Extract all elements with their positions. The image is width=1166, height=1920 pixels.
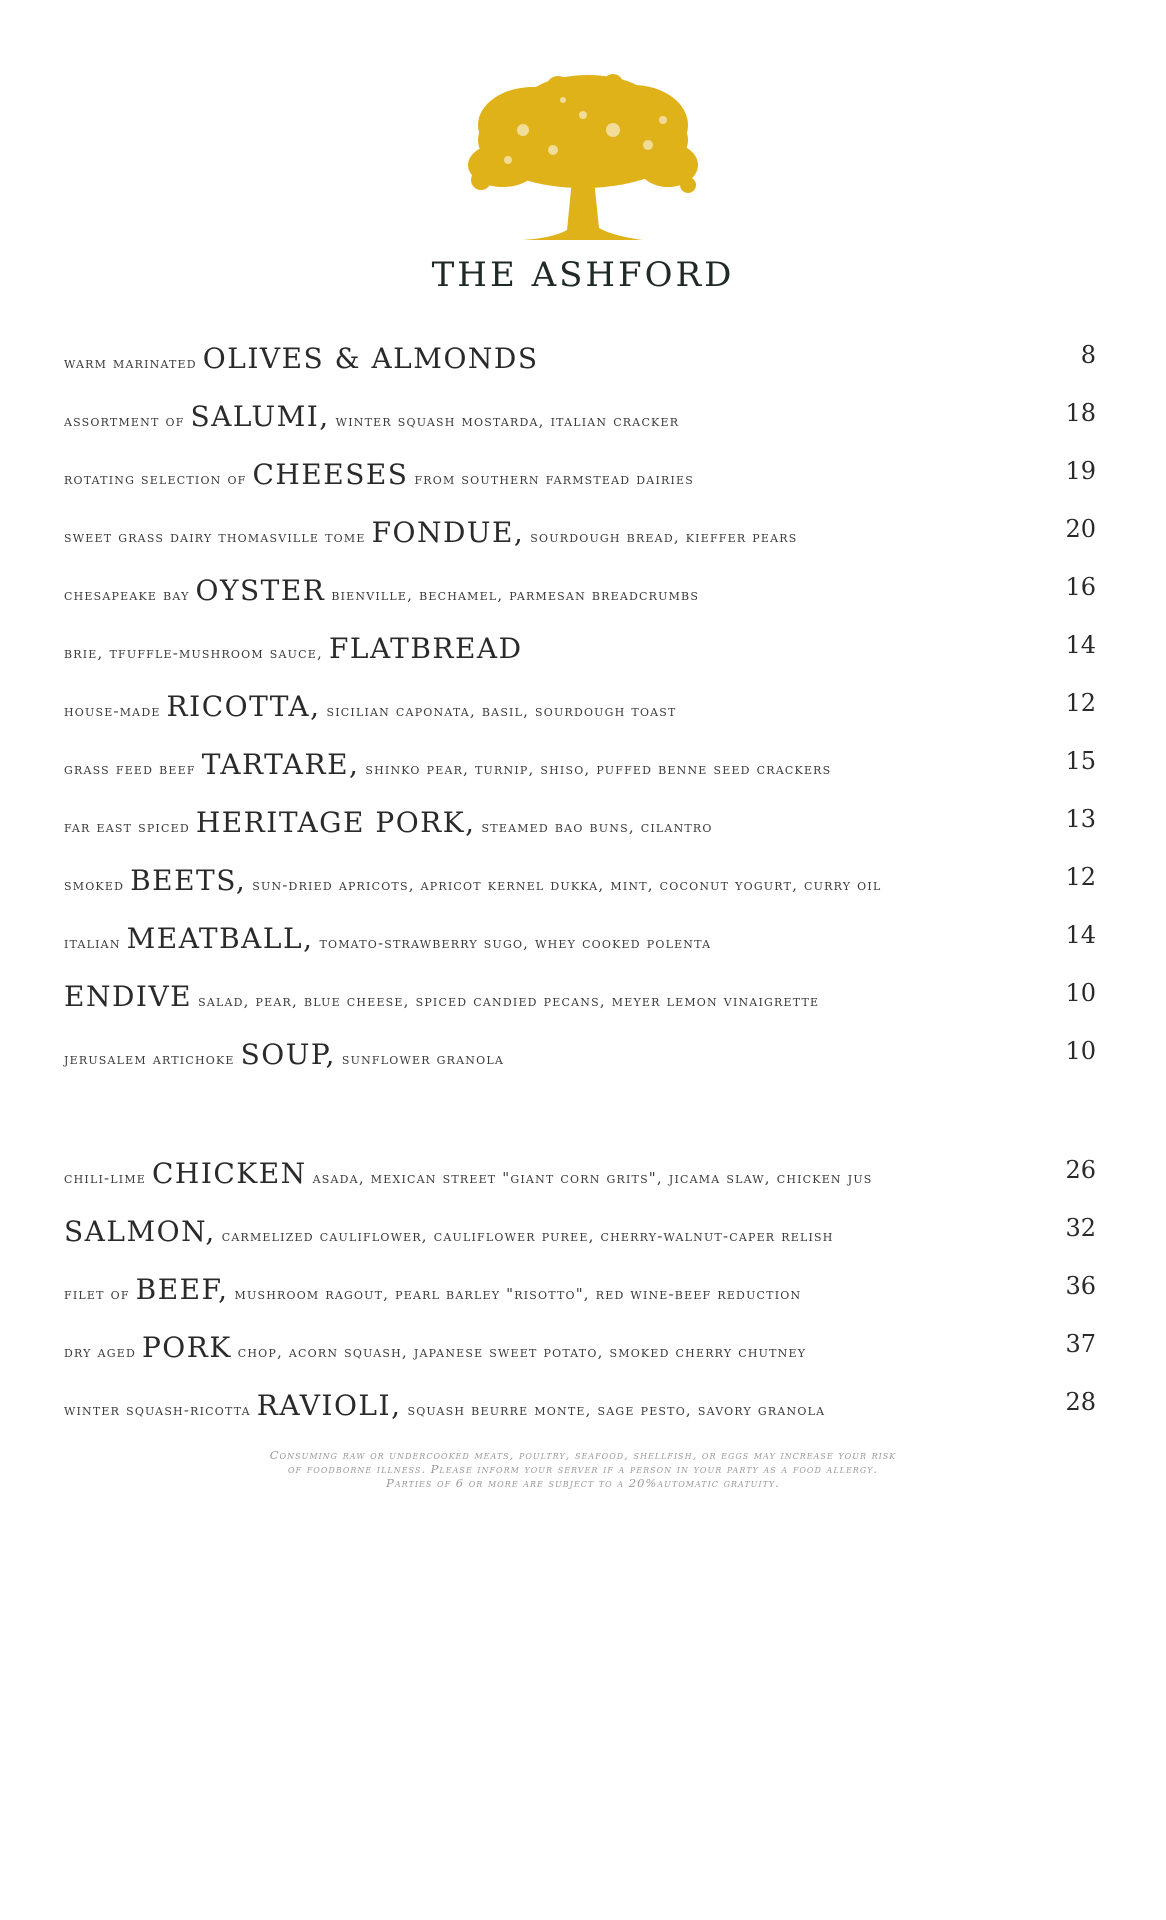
menu-item-prefix: jerusalem artichoke — [64, 1050, 241, 1068]
menu-item-description — [64, 690, 677, 723]
menu-item — [64, 1324, 1096, 1364]
menu-item — [64, 509, 1096, 549]
menu-item-prefix: warm marinated — [64, 354, 203, 372]
menu-item-name: HERITAGE PORK, — [195, 806, 476, 839]
menu-item-price: 15 — [1065, 747, 1096, 775]
menu-item-details: chop, acorn squash, japanese sweet potato, smoked cherry chutney — [231, 1343, 807, 1361]
menu-item-description — [64, 516, 798, 549]
menu-item-price: 36 — [1065, 1272, 1096, 1300]
menu-item-name: BEEF, — [135, 1273, 229, 1306]
menu-item-description — [64, 1038, 504, 1071]
menu-item — [64, 1150, 1096, 1190]
menu-item-prefix: chili-lime — [64, 1169, 152, 1187]
menu-item-prefix: dry aged — [64, 1343, 142, 1361]
menu-item-details: sun-dried apricots, apricot kernel dukka, mint, coconut yogurt, curry oil — [246, 876, 882, 894]
menu-item-prefix: assortment of — [64, 412, 191, 430]
menu-item-price: 28 — [1065, 1388, 1096, 1416]
menu-item-name: ENDIVE — [64, 980, 193, 1013]
menu-item-price: 10 — [1065, 979, 1096, 1007]
menu-item-price: 16 — [1065, 573, 1096, 601]
menu-item-name: FLATBREAD — [328, 632, 523, 665]
menu-item-prefix: grass feed beef — [64, 760, 202, 778]
menu-item-prefix: sweet grass dairy thomasville tome — [64, 528, 372, 546]
menu-item-price: 12 — [1065, 863, 1096, 891]
menu-item-description — [64, 806, 713, 839]
menu-item-description — [64, 1331, 806, 1364]
menu-item-name: RICOTTA, — [166, 690, 321, 723]
menu-item-description — [64, 922, 711, 955]
menu-item-details: squash beurre monte, sage pesto, savory granola — [401, 1401, 826, 1419]
menu-item-name: SALUMI, — [190, 400, 330, 433]
allergy-notice — [0, 1448, 1166, 1490]
menu-item-description — [64, 458, 694, 491]
menu-item-details: sunflower granola — [335, 1050, 504, 1068]
menu-item-price: 13 — [1065, 805, 1096, 833]
menu-item-name: MEATBALL, — [126, 922, 314, 955]
menu-item-prefix: house-made — [64, 702, 167, 720]
menu-item-price: 19 — [1065, 457, 1096, 485]
menu-item-price: 8 — [1080, 341, 1096, 369]
menu-item-description — [64, 574, 699, 607]
menu-item — [64, 451, 1096, 491]
menu-item-price: 12 — [1065, 689, 1096, 717]
menu-item-description — [64, 1157, 873, 1190]
tree-logo — [0, 70, 1166, 250]
menu-item-details: asada, mexican street "giant corn grits", jicama slaw, chicken jus — [306, 1169, 873, 1187]
menu-item-price: 14 — [1065, 921, 1096, 949]
menu-item-details: shinko pear, turnip, shiso, puffed benne seed crackers — [359, 760, 832, 778]
menu-item-price: 26 — [1065, 1156, 1096, 1184]
menu-item-name: SOUP, — [240, 1038, 336, 1071]
tree-icon — [463, 70, 703, 250]
menu-item-name: CHICKEN — [151, 1157, 307, 1190]
menu-item-name: SALMON, — [64, 1215, 216, 1248]
menu-item-name: OYSTER — [195, 574, 326, 607]
menu-item-details: bienville, bechamel, parmesan breadcrumbs — [325, 586, 700, 604]
menu-item-name: TARTARE, — [201, 748, 360, 781]
notice-line-1: Consuming raw or undercooked meats, poultry, seafood, shellfish, or eggs may increase your risk — [269, 1448, 897, 1462]
menu-item-price: 20 — [1065, 515, 1096, 543]
menu-item-prefix: rotating selection of — [64, 470, 253, 488]
menu-item-prefix: chesapeake bay — [64, 586, 196, 604]
menu-item-price: 10 — [1065, 1037, 1096, 1065]
menu-item — [64, 683, 1096, 723]
menu-item-prefix: winter squash-ricotta — [64, 1401, 257, 1419]
menu-item-price: 14 — [1065, 631, 1096, 659]
menu-item-description — [64, 1389, 825, 1422]
menu-item-description — [64, 342, 539, 375]
menu-item — [64, 393, 1096, 433]
menu-item-details: sourdough bread, kieffer pears — [524, 528, 798, 546]
menu-item-name: OLIVES & ALMONDS — [202, 342, 539, 375]
menu-item — [64, 1266, 1096, 1306]
menu-item-description — [64, 1215, 834, 1248]
menu-item-details: salad, pear, blue cheese, spiced candied pecans, meyer lemon vinaigrette — [192, 992, 820, 1010]
menu-item-details: from southern farmstead dairies — [408, 470, 694, 488]
menu-item-description — [64, 632, 523, 665]
menu-item-description — [64, 1273, 801, 1306]
menu-item-description — [64, 980, 819, 1013]
menu-item-name: CHEESES — [252, 458, 409, 491]
menu-item-prefix: far east spiced — [64, 818, 196, 836]
menu-item — [64, 335, 1096, 375]
menu-item-details: carmelized cauliflower, cauliflower puree, cherry-walnut-caper relish — [215, 1227, 834, 1245]
menu-item-description — [64, 400, 679, 433]
menu-item — [64, 1382, 1096, 1422]
menu-item — [64, 1208, 1096, 1248]
menu-item-prefix: filet of — [64, 1285, 136, 1303]
menu-item-name: RAVIOLI, — [256, 1389, 402, 1422]
menu-item — [64, 625, 1096, 665]
menu-item — [64, 973, 1096, 1013]
menu-item-name: PORK — [141, 1331, 232, 1364]
menu-item-price: 32 — [1065, 1214, 1096, 1242]
menu-item-price: 18 — [1065, 399, 1096, 427]
menu-item-price: 37 — [1065, 1330, 1096, 1358]
menu-item-details: tomato-strawberry sugo, whey cooked polenta — [313, 934, 712, 952]
menu-item — [64, 799, 1096, 839]
notice-line-2: of foodborne illness. Please inform your server if a person in your party as a food allergy. — [287, 1462, 879, 1476]
menu-item-name: FONDUE, — [371, 516, 525, 549]
menu-item-details: steamed bao buns, cilantro — [475, 818, 713, 836]
menu-item-description — [64, 864, 881, 897]
menu-item — [64, 1031, 1096, 1071]
menu-item — [64, 857, 1096, 897]
menu-item-description — [64, 748, 831, 781]
notice-line-3: Parties of 6 or more are subject to a 20%automatic gratuity. — [386, 1476, 780, 1490]
menu-item-name: BEETS, — [130, 864, 247, 897]
menu-item — [64, 915, 1096, 955]
menu-item-prefix: smoked — [64, 876, 131, 894]
menu-item — [64, 567, 1096, 607]
restaurant-name: THE ASHFORD — [431, 255, 735, 295]
menu-item-details: winter squash mostarda, italian cracker — [329, 412, 680, 430]
menu-item-details: mushroom ragout, pearl barley "risotto", red wine-beef reduction — [228, 1285, 802, 1303]
menu-item-prefix: brie, tfuffle-mushroom sauce, — [64, 644, 329, 662]
menu-item — [64, 741, 1096, 781]
menu-item-prefix: italian — [64, 934, 127, 952]
menu-item-details: sicilian caponata, basil, sourdough toast — [320, 702, 677, 720]
